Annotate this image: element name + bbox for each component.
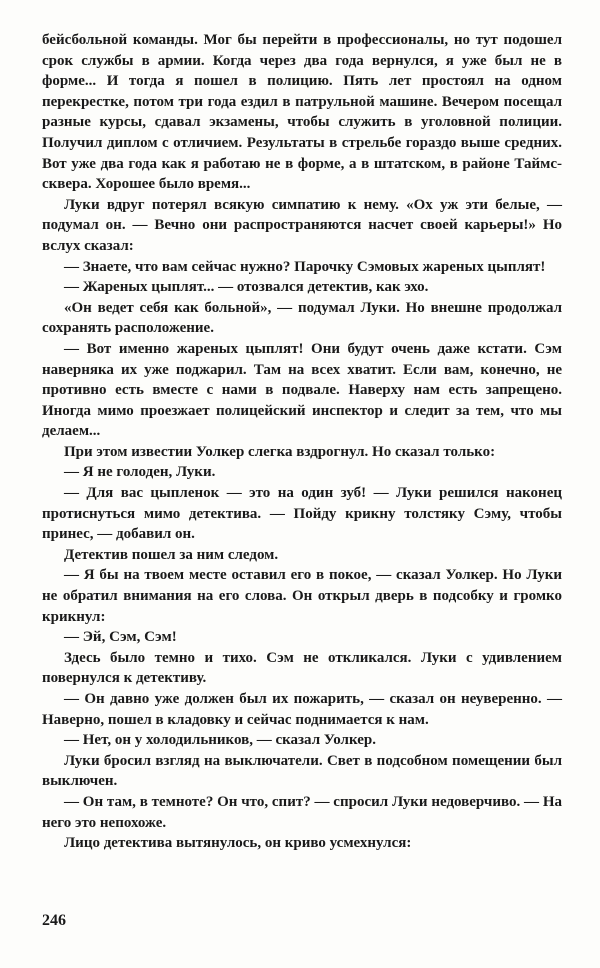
paragraph-10: Детектив пошел за ним следом. [64,546,279,563]
paragraph-1: бейсбольной команды. Мог бы перейти в профессионалы, но тут подошел срок службы в армии. Когда через два года вернулся, я уже был не в форме... И тогда я пошел в полицию. Пять лет простоял на одном перекрестке, потом три года ездил в патрульной машине. Вечером посещал разные курсы, сдавал экзамены, чтобы служить в уголовной полиции. Получил диплом с отличием. Результаты в стрельбе гораздо выше средних. Вот уже два года как я работаю не в форме, а в штатском, в районе Таймс-сквера. Хорошее было время... [42,32,562,193]
page-body-text [42,30,562,854]
paragraph-9: — Для вас цыпленок — это на один зуб! — Луки решился наконец протиснуться мимо детектива. — Пойду крикну толстяку Сэму, чтобы принес, — добавил он. [42,485,562,543]
paragraph-4: — Жареных цыплят... — отозвался детектив, как эхо. [64,279,429,296]
paragraph-2: Луки вдруг потерял всякую симпатию к нему. «Ох уж эти белые, — подумал он. — Вечно они распространяются насчет своей карьеры!» Но вслух сказал: [42,196,562,254]
paragraph-3: — Знаете, что вам сейчас нужно? Парочку Сэмовых жареных цыплят! [64,258,546,275]
paragraph-11: — Я бы на твоем месте оставил его в покое, — сказал Уолкер. Но Луки не обратил внимания на его слова. Он открыл дверь в подсобку и громко крикнул: [42,567,562,625]
paragraph-6: — Вот именно жареных цыплят! Они будут очень даже кстати. Сэм наверняка их уже поджарил. Там на всех хватит. Если вам, конечно, не противно есть вместе с нами в подвале. Наверху нам есть запрещено. Иногда мимо проезжает полицейский инспектор и следит за тем, что мы делаем... [42,340,562,440]
paragraph-17: — Он там, в темноте? Он что, спит? — спросил Луки недоверчиво. — На него это непохоже. [42,793,562,831]
page-number: 246 [42,912,66,929]
paragraph-18: Лицо детектива вытянулось, он криво усмехнулся: [64,835,412,852]
paragraph-5: «Он ведет себя как больной», — подумал Луки. Но внешне продолжал сохранять расположение. [42,299,562,337]
paragraph-13: Здесь было темно и тихо. Сэм не откликался. Луки с удивлением повернулся к детективу. [42,649,562,687]
paragraph-16: Луки бросил взгляд на выключатели. Свет в подсобном помещении был выключен. [42,752,562,790]
paragraph-14: — Он давно уже должен был их пожарить, — сказал он неуверенно. — Наверно, пошел в кладовку и сейчас поднимается к нам. [42,691,562,728]
paragraph-8: — Я не голоден, Луки. [64,464,216,481]
paragraph-7: При этом известии Уолкер слегка вздрогнул. Но сказал только: [64,443,496,460]
paragraph-12: — Эй, Сэм, Сэм! [64,629,177,646]
paragraph-15: — Нет, он у холодильников, — сказал Уолкер. [64,732,376,749]
